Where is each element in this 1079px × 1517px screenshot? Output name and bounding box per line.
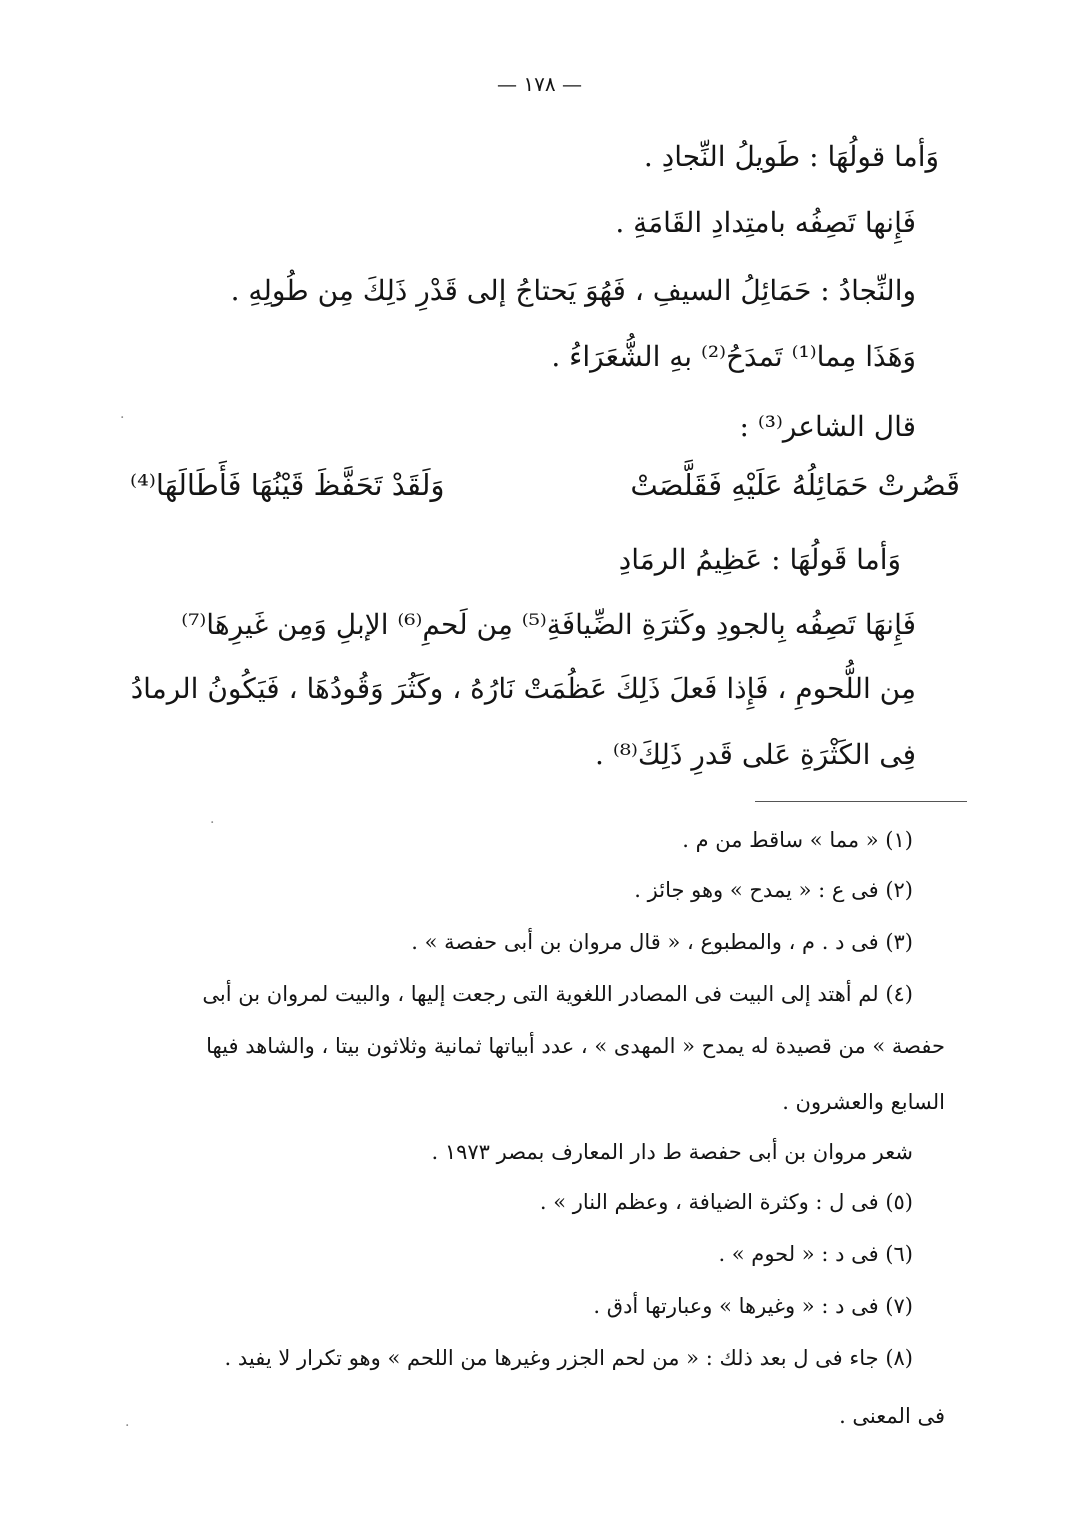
verse-first-hemistich: قَصُرتْ حَمَائِلُهُ عَلَيْهِ فَقَلَّصَتْ (630, 468, 960, 502)
footnote: (٧) فى د : « وغيرها » وعبارتها أدق . (593, 1294, 913, 1318)
footnote: (٦) فى د : « لحوم » . (718, 1242, 913, 1266)
text-line: قال الشاعر⁽³⁾ : (739, 410, 916, 443)
text-line: وَأما قَولُهَا : عَظِيمُ الرمَادِ (618, 543, 901, 576)
footnote-citation: شعر مروان بن أبى حفصة ط دار المعارف بمصر ١٩٧٣ . (431, 1140, 913, 1164)
footnote-continuation: حفصة » من قصيدة له يمدح « المهدى » ، عدد أبياتها ثمانية وثلاثون بيتا ، والشاهد فيها (206, 1034, 945, 1058)
footnote: (٨) جاء فى ل بعد ذلك : « من لحم الجزر وغيرها من اللحم » وهو تكرار لا يفيد . (224, 1346, 913, 1370)
text-line: فِى الكَثْرَةِ عَلى قَدرِ ذَلِكَ⁽⁸⁾ . (595, 738, 916, 771)
page-number: — ١٧٨ — (497, 72, 582, 96)
footnote-separator (755, 801, 967, 802)
footnote: (٤) لم أهتد إلى البيت فى المصادر اللغوية التى رجعت إليها ، والبيت لمروان بن أبى (202, 982, 913, 1006)
footnote: (٣) فى د . م ، والمطبوع ، « قال مروان بن أبى حفصة » . (411, 930, 913, 954)
footnote-continuation: فى المعنى . (839, 1404, 945, 1428)
footnote: (١) « مما » ساقط من م . (682, 828, 913, 852)
text-line: وَأما قولُهَا : طَويلُ النِّجادِ . (643, 140, 939, 173)
text-line: مِن اللُّحومِ ، فَإِذا فَعلَ ذَلِكَ عَظُمَتْ نَارُهُ ، وكَثُرَ وَقُودُهَا ، فَيَكُونُ الرمادُ (130, 672, 916, 705)
scan-speck: · (210, 815, 215, 831)
text-line: والنِّجادُ : حَمَائِلُ السيفِ ، فَهُوَ يَحتاجُ إلى قَدْرِ ذَلِكَ مِن طُولِهِ . (230, 274, 916, 307)
footnote: (٥) فى ل : وكثرة الضيافة ، وعظم النار » . (539, 1190, 913, 1214)
footnote: (٢) فى ع : « يمدح » وهو جائز . (634, 878, 913, 902)
text-line: فَإِنها تَصِفُه بامتِدادِ القَامَةِ . (615, 206, 916, 239)
poetry-verse (130, 468, 960, 518)
scan-speck: · (125, 1418, 130, 1434)
text-line: فَإِنهَا تَصِفُه بِالجودِ وكَثرَةِ الضِّيافَةِ⁽⁵⁾ مِن لَحمِ⁽⁶⁾ الإبلِ وَمِن غَيرِهَا⁽⁷⁾ (181, 608, 916, 641)
verse-second-hemistich: وَلَقَدْ تَحَفَّظَ قَيْنُهَا فَأَطَالَهَا⁽⁴⁾ (130, 468, 445, 502)
footnote-continuation: السابع والعشرون . (782, 1090, 945, 1114)
scan-speck: · (120, 410, 125, 426)
text-line: وَهَذَا مِما⁽¹⁾ تَمدَحُ⁽²⁾ بهِ الشُّعَرَاءُ . (551, 340, 916, 373)
